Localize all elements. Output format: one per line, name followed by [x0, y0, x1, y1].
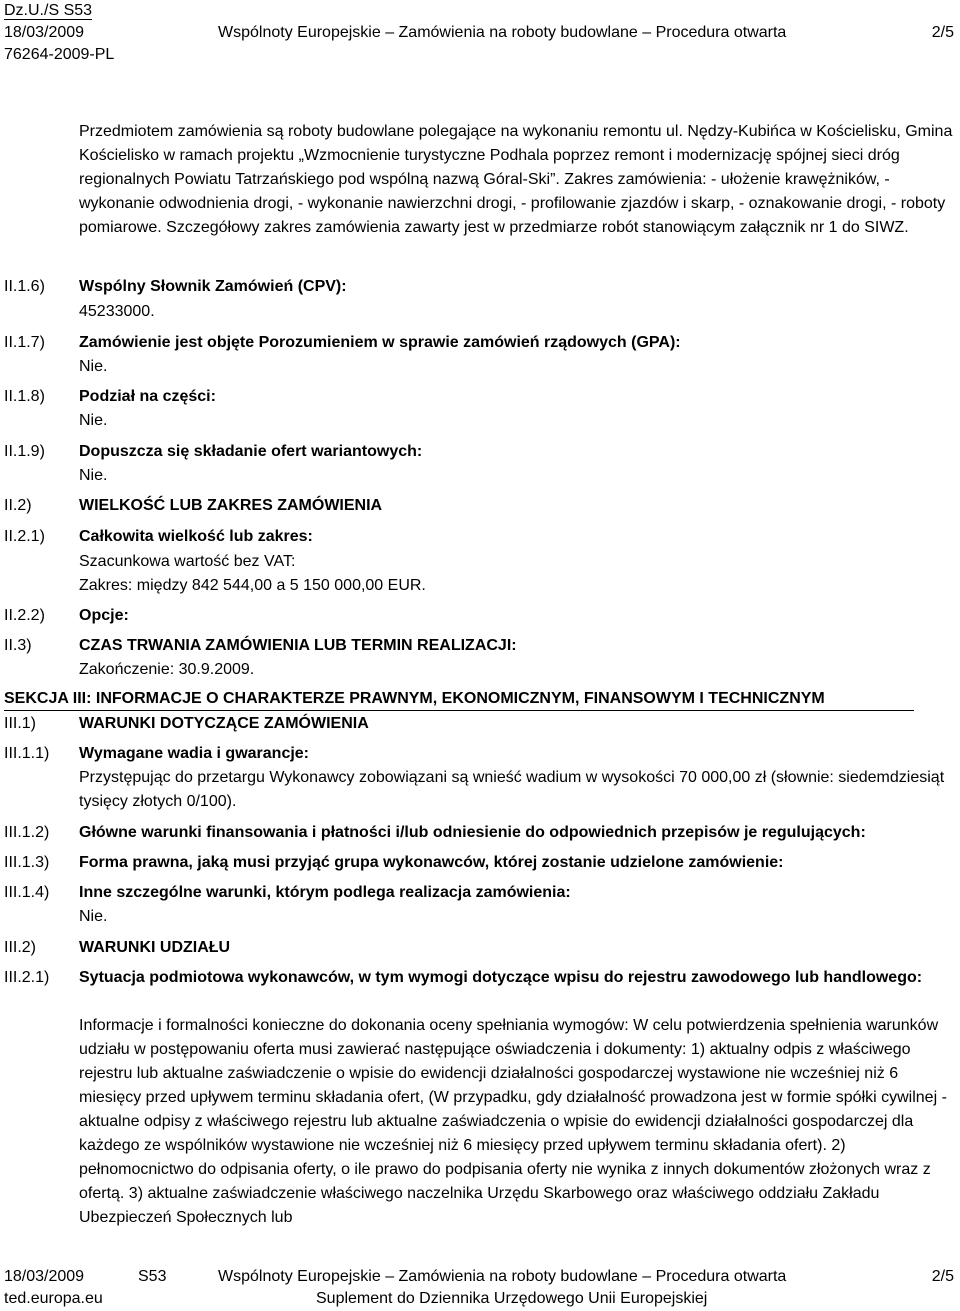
section-value: Przystępując do przetargu Wykonawcy zobowiązani są wnieść wadium w wysokości 70 000,00 zł (słownie: siedemdziesiąt tysięcy złotych 0/100).	[79, 769, 945, 810]
footer-line-2	[4, 1288, 954, 1310]
section-number: III.1.1)	[4, 745, 50, 762]
section-number: III.2.1)	[4, 969, 50, 986]
section-title: Forma prawna, jaką musi przyjąć grupa wykonawców, której zostanie udzielone zamówienie:	[79, 854, 784, 871]
header-journal-ref	[4, 0, 954, 22]
footer-supplement: Suplement do Dziennika Urzędowego Unii Europejskiej	[316, 1290, 708, 1307]
section-title: Sytuacja podmiotowa wykonawców, w tym wymogi dotyczące wpisu do rejestru zawodowego lub handlowego:	[79, 969, 923, 986]
section-title: Podział na części:	[79, 388, 216, 405]
header-page: 2/5	[931, 24, 954, 41]
object-description: Przedmiotem zamówienia są roboty budowlane polegające na wykonaniu remontu ul. Nędzy-Kubińca w Kościelisku, Gmina Kościelisko w ramach projektu „Wzmocnienie turystyczne Podhala poprzez remont i modernizację spójnej sieci dróg regionalnych Powiatu Tatrzańskiego pod wspólną nazwą Góral-Ski”. Zakres zamówienia: - ułożenie krawężników, - wykonanie odwodnienia drogi, - wykonanie nawierzchni drogi, - profilowanie zjazdów i skarp, - oznakowanie drogi, - roboty pomiarowe. Szczegółowy zakres zamówienia zawarty jest w przedmiarze robót stanowiącym załącznik nr 1 do SIWZ.	[79, 123, 953, 236]
section-number: III.1.4)	[4, 884, 50, 901]
section-value: 45233000.	[79, 303, 155, 320]
section-value: Informacje i formalności konieczne do dokonania oceny spełniania wymogów: W celu potwierdzenia spełnienia warunków udziału w postępowaniu oferta musi zawierać następujące oświadczenia i dokumenty: 1) aktualny odpis z właściwego rejestru lub aktualne zaświadczenie o wpisie do ewidencji działalności gospodarczej wystawione nie wcześniej niż 6 miesięcy przed upływem terminu składania ofert, (W przypadku, gdy działalność prowadzona jest w formie spółki cywilnej - aktualne odpisy z właściwego rejestru lub aktualne zaświadczenia o wpisie do ewidencji działalności gospodarczej dla każdego ze wspólników wystawione nie wcześniej niż 6 miesięcy przed upływem terminu składania ofert). 2) pełnomocnictwo do odpisania oferty, o ile prawo do podpisania oferty nie wynika z innych dokumentów złożonych wraz z ofertą. 3) aktualne zaświadczenie właściwego naczelnika Urzędu Skarbowego oraz właściwego oddziału Zakładu Ubezpieczeń Społecznych lub	[79, 1017, 947, 1226]
header-date: 18/03/2009	[4, 24, 85, 41]
header-title: Wspólnoty Europejskie – Zamówienia na roboty budowlane – Procedura otwarta	[218, 24, 787, 41]
section-value: Nie.	[79, 908, 108, 925]
section-number: II.3)	[4, 637, 32, 654]
section-title: Zamówienie jest objęte Porozumieniem w sprawie zamówień rządowych (GPA):	[79, 334, 681, 351]
footer-series: S53	[138, 1268, 167, 1285]
section-number: II.1.8)	[4, 388, 45, 405]
section-number: III.1.2)	[4, 824, 50, 841]
section-heading: WIELKOŚĆ LUB ZAKRES ZAMÓWIENIA	[79, 497, 383, 514]
section-title: Całkowita wielkość lub zakres:	[79, 528, 313, 545]
section-title: Wspólny Słownik Zamówień (CPV):	[79, 278, 347, 295]
section-value: Zakres: między 842 544,00 a 5 150 000,00 EUR.	[79, 577, 426, 594]
section-value: Zakończenie: 30.9.2009.	[79, 661, 255, 678]
section-value: Szacunkowa wartość bez VAT:	[79, 553, 296, 570]
section-number: II.2.1)	[4, 528, 45, 545]
section-value: Nie.	[79, 467, 108, 484]
footer-site: ted.europa.eu	[4, 1290, 103, 1307]
section-number: III.1.3)	[4, 854, 50, 871]
section-number: II.2.2)	[4, 607, 45, 624]
section-title: Dopuszcza się składanie ofert wariantowych:	[79, 443, 423, 460]
footer-title: Wspólnoty Europejskie – Zamówienia na roboty budowlane – Procedura otwarta	[218, 1268, 787, 1285]
section-number: II.1.7)	[4, 334, 45, 351]
section-value: Nie.	[79, 358, 108, 375]
section-value: Nie.	[79, 412, 108, 429]
section-number: III.1)	[4, 715, 37, 732]
footer-line	[4, 1266, 954, 1288]
section-number: II.1.9)	[4, 443, 45, 460]
section-title: Inne szczególne warunki, którym podlega realizacja zamówienia:	[79, 884, 571, 901]
footer-date: 18/03/2009	[4, 1268, 85, 1285]
section-heading: WARUNKI DOTYCZĄCE ZAMÓWIENIA	[79, 715, 369, 732]
section-iii-heading: SEKCJA III: INFORMACJE O CHARAKTERZE PRAWNYM, EKONOMICZNYM, FINANSOWYM I TECHNICZNYM	[4, 688, 914, 711]
section-number: II.2)	[4, 497, 32, 514]
section-number: III.2)	[4, 939, 37, 956]
section-heading: WARUNKI UDZIAŁU	[79, 939, 231, 956]
header-doc-id	[4, 44, 954, 66]
doc-id: 76264-2009-PL	[4, 46, 115, 63]
footer-page: 2/5	[931, 1268, 954, 1285]
journal-ref: Dz.U./S S53	[4, 2, 93, 19]
section-title: Główne warunki finansowania i płatności i/lub odniesienie do odpowiednich przepisów je regulujących:	[79, 824, 866, 841]
section-title: Opcje:	[79, 607, 129, 624]
section-number: II.1.6)	[4, 278, 45, 295]
header-line	[4, 22, 954, 44]
section-title: Wymagane wadia i gwarancje:	[79, 745, 310, 762]
section-title: CZAS TRWANIA ZAMÓWIENIA LUB TERMIN REALIZACJI:	[79, 637, 517, 654]
